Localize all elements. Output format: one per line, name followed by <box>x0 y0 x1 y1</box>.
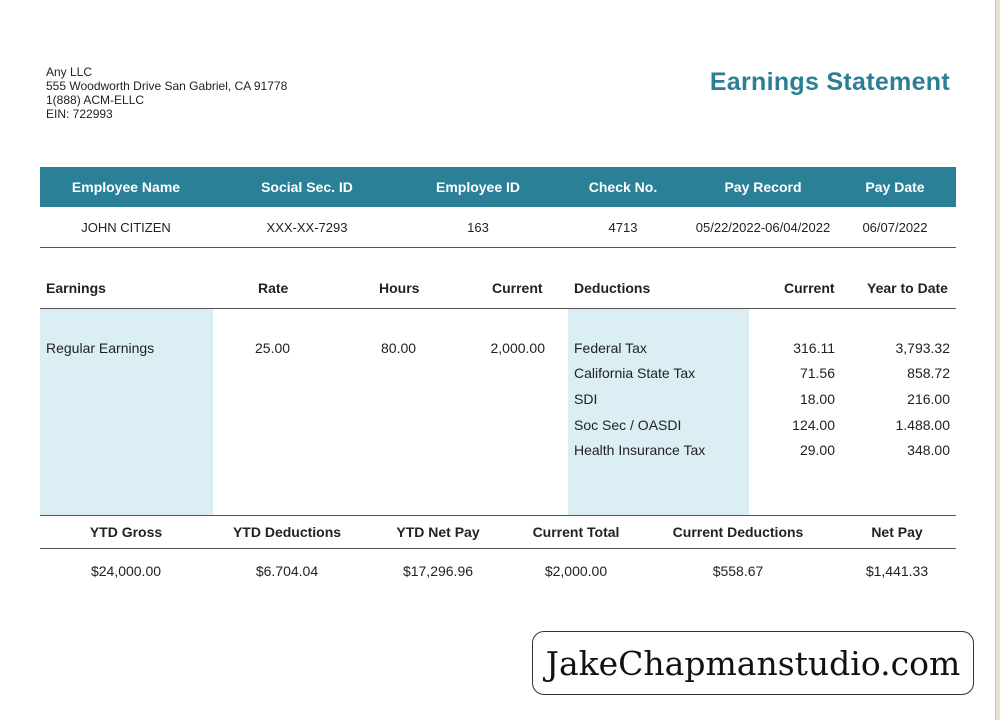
ytd-net-pay: $17,296.96 <box>402 563 474 579</box>
social-sec-id: XXX-XX-7293 <box>266 219 348 235</box>
header-social-sec-id: Social Sec. ID <box>261 179 353 195</box>
employee-table-header <box>40 167 956 207</box>
header-hours: Hours <box>379 280 420 296</box>
deduction-ytd: 348.00 <box>907 442 950 458</box>
header-net-pay: Net Pay <box>871 524 923 540</box>
pay-date: 06/07/2022 <box>862 219 928 235</box>
earnings-rate: 25.00 <box>255 340 291 356</box>
pay-record: 05/22/2022-06/04/2022 <box>695 219 831 235</box>
ytd-gross: $24,000.00 <box>90 563 162 579</box>
deduction-current: 124.00 <box>792 417 835 433</box>
header-earnings: Earnings <box>46 280 106 296</box>
company-block <box>46 65 287 121</box>
page-title: Earnings Statement <box>709 68 950 96</box>
header-pay-date: Pay Date <box>865 179 925 195</box>
deduction-name: Federal Tax <box>574 340 647 356</box>
header-ytd-deductions: YTD Deductions <box>232 524 342 540</box>
watermark: JakeChapmanstudio.com <box>532 631 974 695</box>
company-name: Any LLC <box>46 65 93 79</box>
page-edge <box>995 0 1000 720</box>
deduction-name: Soc Sec / OASDI <box>574 417 682 433</box>
net-pay: $1,441.33 <box>865 563 929 579</box>
employee-name: JOHN CITIZEN <box>81 219 171 235</box>
header-employee-id: Employee ID <box>435 179 521 195</box>
deduction-current: 316.11 <box>793 340 835 356</box>
earnings-label: Regular Earnings <box>46 340 155 356</box>
earnings-current: 2,000.00 <box>490 340 545 356</box>
summary-header <box>40 515 956 549</box>
earnings-hours: 80.00 <box>381 340 417 356</box>
header-year-to-date: Year to Date <box>867 280 948 296</box>
deduction-current: 18.00 <box>799 391 835 407</box>
deduction-ytd: 3,793.32 <box>895 340 950 356</box>
header-ytd-net-pay: YTD Net Pay <box>396 524 480 540</box>
summary-row <box>40 556 956 586</box>
header-employee-name: Employee Name <box>71 179 181 195</box>
deduction-name: California State Tax <box>574 365 696 381</box>
deduction-name: SDI <box>574 391 598 407</box>
header-current-total: Current Total <box>532 524 620 540</box>
header-rate: Rate <box>258 280 289 296</box>
header-check-no: Check No. <box>588 179 658 195</box>
header-deductions-current: Current <box>784 280 835 296</box>
employee-id: 163 <box>467 219 489 235</box>
current-deductions: $558.67 <box>712 563 764 579</box>
company-ein: EIN: 722993 <box>46 107 113 121</box>
deduction-current: 29.00 <box>799 442 835 458</box>
company-phone: 1(888) ACM-ELLC <box>46 93 145 107</box>
header-ytd-gross: YTD Gross <box>89 524 163 540</box>
deduction-ytd: 1.488.00 <box>895 417 950 433</box>
ytd-deductions: $6.704.04 <box>255 563 319 579</box>
header-current-deductions: Current Deductions <box>672 524 804 540</box>
company-address: 555 Woodworth Drive San Gabriel, CA 91778 <box>46 79 288 93</box>
header-pay-record: Pay Record <box>724 179 802 195</box>
header-current: Current <box>492 280 543 296</box>
deduction-ytd: 216.00 <box>907 391 950 407</box>
deduction-current: 71.56 <box>799 365 835 381</box>
employee-table-row <box>40 207 956 248</box>
deduction-ytd: 858.72 <box>907 365 950 381</box>
earnings-deductions-header <box>40 270 956 309</box>
deduction-name: Health Insurance Tax <box>574 442 706 458</box>
check-no: 4713 <box>608 219 638 235</box>
header-deductions: Deductions <box>574 280 651 296</box>
current-total: $2,000.00 <box>544 563 608 579</box>
